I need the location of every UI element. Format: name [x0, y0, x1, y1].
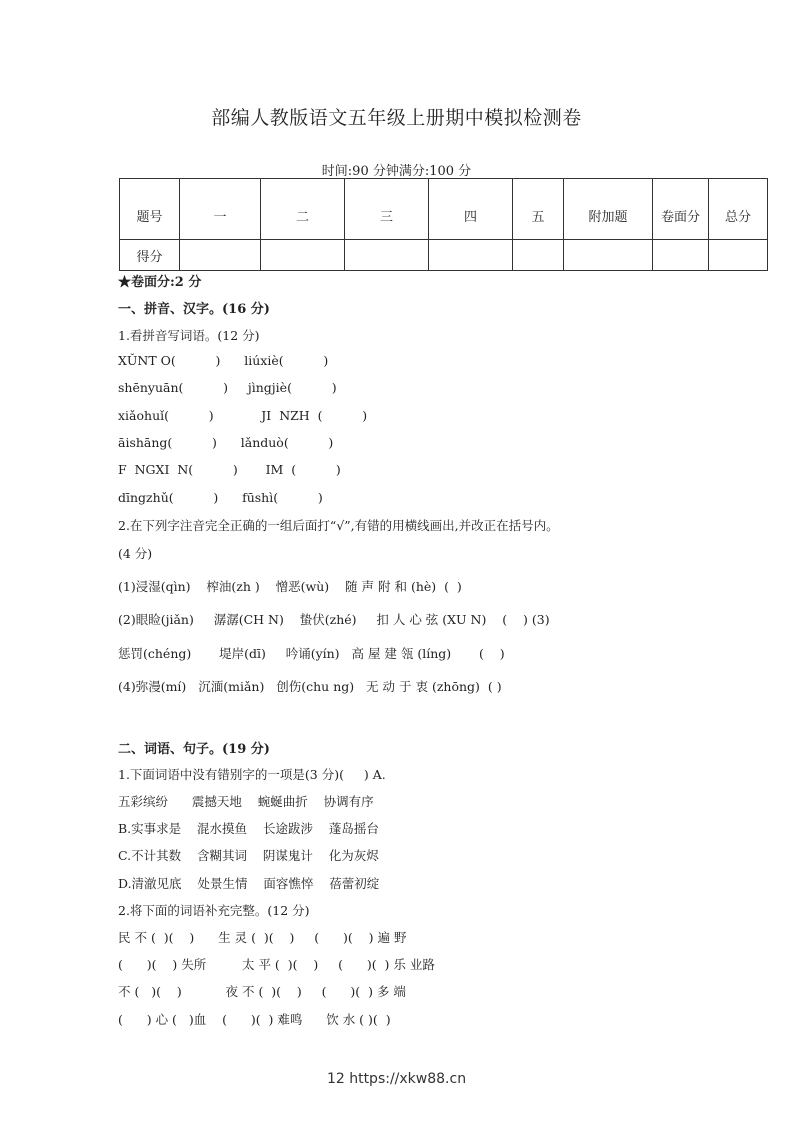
word-option-line: C.不计其数 含糊其词 阴谋鬼计 化为灰烬: [118, 848, 379, 863]
score-header-cell: 五: [513, 179, 564, 240]
score-header-cell: 题号: [120, 179, 180, 240]
page-footer: 12 https://xkw88.cn: [326, 1071, 467, 1087]
word-option-line: B.实事求是 混水摸鱼 长途跋涉 蓬岛摇台: [118, 821, 379, 836]
score-cell: [564, 240, 653, 271]
answer-option-line: (1)浸湿(qìn) 榨油(zh ) 憎恶(wù) 随 声 附 和 (hè) ( ): [118, 579, 462, 594]
fill-blank-line: ( )( ) 失所 太 平 ( )( ) ( )( ) 乐 业路: [118, 957, 435, 972]
pinyin-line: XǓNT O( ) liúxiè( ): [118, 353, 329, 368]
score-row-label: 得分: [120, 240, 180, 271]
score-cell: [429, 240, 513, 271]
score-header-cell: 一: [180, 179, 261, 240]
score-cell: [180, 240, 261, 271]
question-text: 2.将下面的词语补充完整。(12 分): [118, 903, 310, 918]
neatness-score-note: ★卷面分:2 分: [118, 275, 202, 290]
score-cell: [513, 240, 564, 271]
score-cell: [261, 240, 345, 271]
word-option-line: 五彩缤纷 震撼天地 蜿蜒曲折 协调有序: [118, 794, 374, 809]
word-option-line: D.清澈见底 处景生情 面容憔悴 蓓蕾初绽: [118, 876, 380, 891]
section-heading: 一、拼音、汉字。(16 分): [118, 302, 270, 317]
score-table-header-row: [120, 179, 768, 240]
score-header-cell: 附加题: [564, 179, 653, 240]
score-header-cell: 总分: [709, 179, 768, 240]
answer-option-line: (2)眼睑(jiǎn) 潺潺(CH N) 蛰伏(zhé) 扣 人 心 弦 (XU N) ( ) (3): [118, 612, 550, 627]
score-table: [119, 178, 768, 271]
question-text: 1.下面词语中没有错别字的一项是(3 分)( ) A.: [118, 767, 386, 782]
score-cell: [653, 240, 709, 271]
pinyin-line: xiǎohuǐ( ) JI NZH ( ): [118, 408, 368, 423]
fill-blank-line: 不 ( )( ) 夜 不 ( )( ) ( )( ) 多 端: [118, 984, 406, 999]
section-heading: 二、词语、句子。(19 分): [118, 742, 270, 757]
answer-option-line: (4)弥漫(mí) 沉湎(miǎn) 创伤(chu ng) 无 动 于 衷 (zhōng) ( ): [118, 679, 502, 694]
score-header-cell: 四: [429, 179, 513, 240]
pinyin-line: shēnyuān( ) jìngjiè( ): [118, 380, 337, 395]
fill-blank-line: ( ) 心 ( )血 ( )( ) 难鸣 饮 水 ( )( ): [118, 1012, 391, 1027]
question-text: (4 分): [118, 546, 153, 561]
question-text: 2.在下列字注音完全正确的一组后面打“√”,有错的用横线画出,并改正在括号内。: [118, 518, 559, 533]
pinyin-line: F NGXI N( ) IM ( ): [118, 462, 341, 477]
score-header-cell: 三: [345, 179, 429, 240]
fill-blank-line: 民 不 ( )( ) 生 灵 ( )( ) ( )( ) 遍 野: [118, 930, 407, 945]
pinyin-line: dīngzhǔ( ) fūshì( ): [118, 490, 323, 505]
score-header-cell: 二: [261, 179, 345, 240]
page-title: 部编人教版语文五年级上册期中模拟检测卷: [211, 107, 582, 129]
exam-info: 时间:90 分钟满分:100 分: [321, 164, 472, 179]
score-header-cell: 卷面分: [653, 179, 709, 240]
pinyin-line: āishāng( ) lǎnduò( ): [118, 435, 334, 450]
answer-option-line: 惩罚(chéng) 堤岸(dī) 吟诵(yín) 高 屋 建 瓴 (líng) ( ): [118, 646, 505, 661]
score-cell: [345, 240, 429, 271]
score-table-score-row: [120, 240, 768, 271]
question-text: 1.看拼音写词语。(12 分): [118, 328, 260, 343]
score-cell: [709, 240, 768, 271]
